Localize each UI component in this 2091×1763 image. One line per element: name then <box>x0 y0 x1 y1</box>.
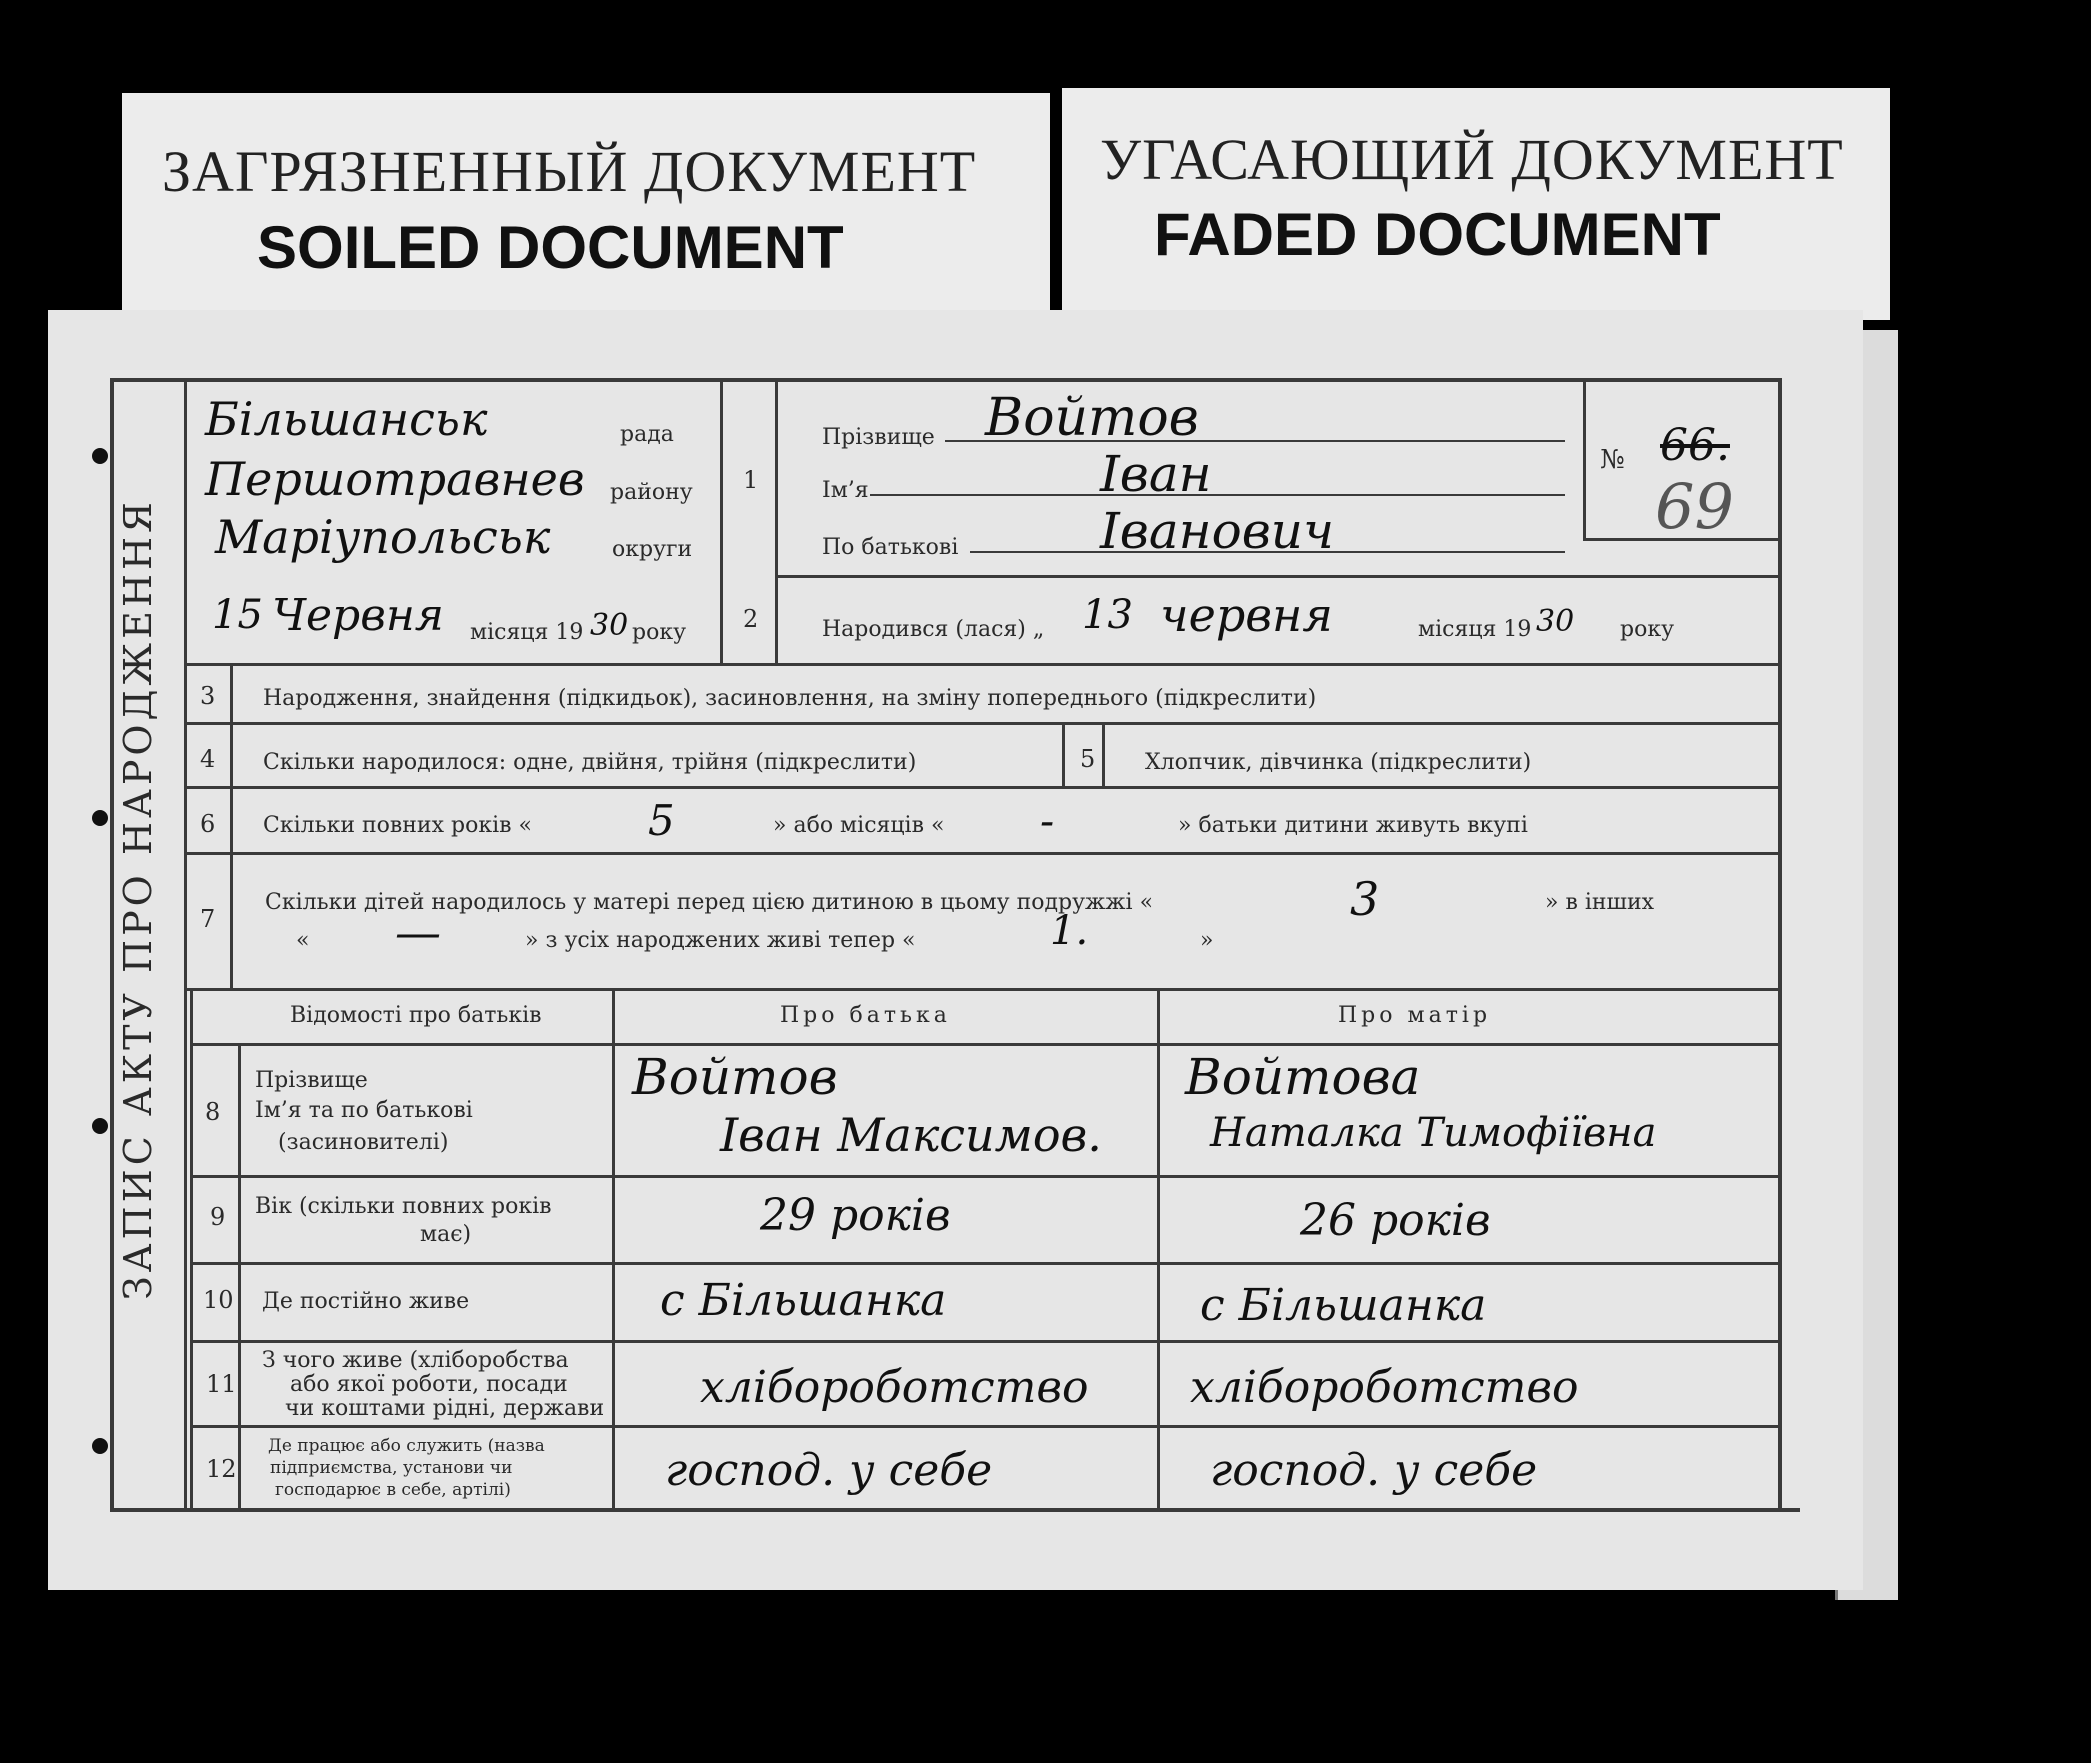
row9-bottom <box>190 1262 1778 1265</box>
punch-hole <box>92 1438 108 1454</box>
row6-years: 5 <box>648 796 675 845</box>
row8-label-1: Прізвище <box>255 1068 368 1093</box>
mother-surname: Войтова <box>1185 1048 1421 1106</box>
vertical-form-title: ЗАПИС АКТУ ПРО НАРОДЖЕННЯ <box>116 498 160 1300</box>
row5-divider <box>1102 725 1105 786</box>
row7-value-other: — <box>395 905 441 959</box>
name-underline <box>870 494 1565 496</box>
born-roku-label: року <box>1620 617 1675 642</box>
record-month: Червня <box>272 590 444 641</box>
punch-hole <box>92 448 108 464</box>
mother-age: 26 років <box>1300 1195 1491 1246</box>
row7-value-alive: 1. <box>1050 908 1089 954</box>
row11-label-1: З чого живе (хліборобства <box>262 1348 569 1373</box>
father-surname: Войтов <box>632 1048 838 1106</box>
record-year: 30 <box>590 608 629 643</box>
rada-value: Більшанськ <box>205 392 488 446</box>
row12-label-3: господарює в себе, артілі) <box>275 1480 511 1500</box>
number-box-left <box>1583 382 1586 540</box>
row10-bottom <box>190 1340 1778 1343</box>
punch-hole <box>92 1118 108 1134</box>
row9-label-1: Вік (скільки повних років <box>255 1194 552 1219</box>
header-row-line <box>775 575 1778 578</box>
born-label: Народився (лася) „ <box>822 617 1045 642</box>
father-residence: с Більшанка <box>660 1275 947 1326</box>
po-batkovi-label: По батькові <box>822 535 959 560</box>
parents-number-col <box>238 1045 241 1508</box>
parents-header: Відомості про батьків <box>290 1003 542 1028</box>
okrug-label: округи <box>612 537 693 562</box>
faded-label-ru: УГАСАЮЩИЙ ДОКУМЕНТ <box>1100 127 1844 192</box>
row4-bottom <box>187 786 1778 789</box>
row6-text-a: Скільки повних років « <box>263 813 532 838</box>
father-age: 29 років <box>760 1190 951 1241</box>
born-month: червня <box>1160 588 1333 642</box>
row7-text-e: » <box>1200 928 1214 953</box>
mother-name: Наталка Тимофіївна <box>1210 1110 1657 1156</box>
record-misyatsia: місяця 19 <box>470 620 584 645</box>
record-number-crossed: 66. <box>1660 420 1730 471</box>
row8-bottom <box>190 1175 1778 1178</box>
soiled-label-ru: ЗАГРЯЗНЕННЫЙ ДОКУМЕНТ <box>162 139 977 204</box>
row3-bottom <box>187 722 1778 725</box>
faded-document-label <box>1062 88 1890 320</box>
faded-label-en: FADED DOCUMENT <box>1154 201 1721 268</box>
child-name: Іван <box>1100 445 1212 503</box>
row-number-8: 8 <box>205 1098 221 1126</box>
row7-text-c: « <box>296 928 310 953</box>
father-workplace: господ. у себе <box>665 1445 993 1496</box>
row5-text: Хлопчик, дівчинка (підкреслити) <box>1145 750 1532 775</box>
rada-label: рада <box>620 422 674 447</box>
born-misyatsia: місяця 19 <box>1418 617 1532 642</box>
row7-bottom <box>187 988 1778 991</box>
row-number-2: 2 <box>743 605 759 633</box>
row-number-4: 4 <box>200 745 216 773</box>
child-surname: Войтов <box>985 388 1199 448</box>
mother-workplace: господ. у себе <box>1210 1445 1538 1496</box>
number-column-line <box>230 666 233 991</box>
parents-header-bottom <box>190 1043 1778 1046</box>
row-number-5: 5 <box>1080 745 1096 773</box>
row12-label-2: підприємства, установи чи <box>270 1458 513 1478</box>
row7-text-d: » з усіх народжених живі тепер « <box>525 928 916 953</box>
row-number-11: 11 <box>206 1370 237 1398</box>
row8-label-2: Ім’я та по батькові <box>255 1098 473 1123</box>
row6-text-b: » або місяців « <box>773 813 945 838</box>
frame-bottom <box>110 1508 1800 1512</box>
mother-col-left <box>1157 990 1160 1508</box>
row11-bottom <box>190 1425 1778 1428</box>
father-header: Про батька <box>780 1003 951 1028</box>
row11-label-2: або якої роботи, посади <box>290 1372 568 1397</box>
born-day: 13 <box>1082 592 1133 638</box>
prizvyshche-label: Прізвище <box>822 425 935 450</box>
raion-label: району <box>610 480 693 505</box>
mother-header: Про матір <box>1338 1003 1492 1028</box>
raion-value: Першотравнев <box>205 452 585 506</box>
father-name: Іван Максимов. <box>720 1108 1102 1162</box>
row-number-12: 12 <box>206 1455 237 1483</box>
row-number-1: 1 <box>743 466 759 494</box>
mother-means: хлібороботство <box>1190 1362 1579 1413</box>
row7-value-this-marriage: 3 <box>1350 872 1380 926</box>
row-number-3: 3 <box>200 682 216 710</box>
row6-months: - <box>1040 796 1055 845</box>
header-divider <box>720 382 723 665</box>
father-means: хлібороботство <box>700 1362 1089 1413</box>
row11-label-3: чи коштами рідні, держави <box>285 1396 605 1421</box>
mother-residence: с Більшанка <box>1200 1280 1487 1331</box>
record-day: 15 <box>212 592 263 638</box>
row7-text-a: Скільки дітей народилось у матері перед цією дитиною в цьому подружжі « <box>265 890 1154 915</box>
row-number-9: 9 <box>210 1203 226 1231</box>
row3-text: Народження, знайдення (підкидьок), засиновлення, на зміну попереднього (підкреслити) <box>263 686 1317 711</box>
okrug-value: Маріупольськ <box>215 510 551 564</box>
born-year: 30 <box>1536 604 1575 639</box>
row8-label-3: (засиновителі) <box>278 1130 449 1155</box>
soiled-label-en: SOILED DOCUMENT <box>257 214 844 281</box>
header-bottom-line <box>187 663 1778 666</box>
row12-label-1: Де працює або служить (назва <box>268 1436 545 1456</box>
frame-top <box>110 378 1780 382</box>
soiled-document-label <box>122 93 1050 318</box>
row4-text: Скільки народилося: одне, двійня, трійня (підкреслити) <box>263 750 917 775</box>
frame-left <box>110 378 114 1511</box>
punch-hole <box>92 810 108 826</box>
frame-right <box>1778 378 1782 1512</box>
record-number: 69 <box>1655 470 1734 543</box>
parents-left-line <box>190 990 193 1508</box>
father-col-left <box>612 990 615 1508</box>
row9-label-2: має) <box>420 1222 472 1247</box>
inner-left-line <box>184 382 187 1508</box>
row10-label: Де постійно живе <box>262 1289 470 1314</box>
row-number-6: 6 <box>200 810 216 838</box>
child-patronymic: Іванович <box>1100 502 1335 560</box>
row6-bottom <box>187 852 1778 855</box>
row4-divider <box>1062 725 1065 786</box>
row6-text-c: » батьки дитини живуть вкупі <box>1178 813 1528 838</box>
row-number-10: 10 <box>203 1286 234 1314</box>
header-divider-2 <box>775 382 778 665</box>
row7-text-b: » в інших <box>1545 890 1655 915</box>
imia-label: Ім’я <box>822 478 869 503</box>
row-number-7: 7 <box>200 905 216 933</box>
number-label: № <box>1600 445 1625 475</box>
record-roku-label: року <box>632 620 687 645</box>
